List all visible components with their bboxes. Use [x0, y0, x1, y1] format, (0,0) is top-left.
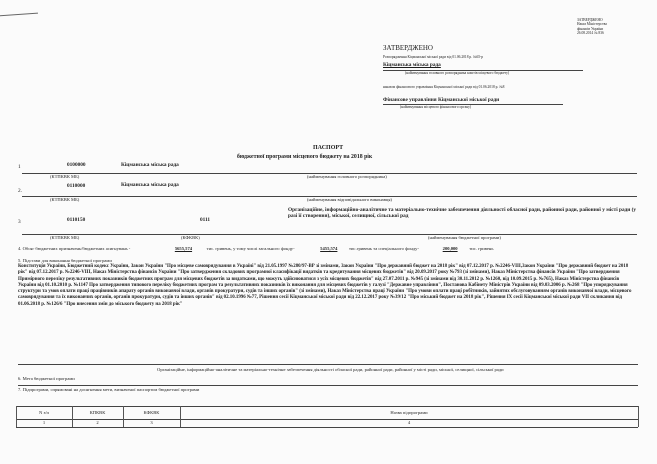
volume-mid2: тис.гривень та спеціального фонду-: [348, 246, 419, 251]
volume-line: [18, 246, 493, 252]
approval-org-name: Кіцманська міська рада: [383, 62, 441, 68]
row-2-code: 0110000: [67, 183, 86, 189]
approval-order-line-2: наказом фінансового управління Кіцманської міської ради від 01.06.2018 р. №8: [383, 85, 505, 89]
approval-stamp-line: Наказ Міністерства: [577, 22, 607, 27]
goal-bottom-line: [18, 385, 638, 386]
table-header-cell: КПКВК: [89, 410, 106, 415]
decorative-stroke: [0, 13, 38, 17]
table-header-cell: Назва підпрограми: [390, 410, 428, 415]
table-number-cell: 2: [96, 420, 99, 425]
row-3-fkvk-caption: (КФКВК): [181, 235, 200, 240]
row-3-line: [22, 234, 637, 235]
row-1-name-caption: (найменування головного розпорядника): [307, 174, 387, 179]
passport-title: ПАСПОРТ: [313, 145, 344, 151]
table-border: [16, 406, 638, 407]
row-3-name: Організаційне, інформаційно-аналітичне та матеріально-технічне забезпечення діяльності обласної ради, районної ради, районної у місті ради (у разі її створення), міської, селищної, сільської рад: [288, 207, 637, 220]
table-border: [16, 427, 638, 428]
approval-stamp-line: 26.08.2014 № 836: [577, 31, 604, 36]
approval-org-caption: (найменування головного розпорядника коштів місцевого бюджету): [405, 71, 510, 75]
table-number-cell: 3: [150, 420, 153, 425]
row-3-number: 3: [18, 219, 21, 225]
row-2-name: Кіцманська міська рада: [121, 182, 179, 188]
row-1-code-caption: (КТПКВК МБ): [50, 174, 80, 179]
approval-order-line: Розпорядження Кіцманської міської ради від 01.06.2018 р. №65-р: [383, 55, 484, 59]
volume-total: 5655,574: [174, 246, 193, 251]
table-header-cell: КФКВК: [143, 410, 160, 415]
table-number-cell: 4: [407, 420, 411, 425]
financial-department-caption: (найменування місцевого фінансового органу): [400, 105, 472, 109]
volume-prefix: 4. Обсяг бюджетних призначень/бюджетних асигнувань -: [18, 246, 131, 251]
subprograms-heading: 7. Підпрограми, спрямовані на досягнення мети, визначеної паспортом бюджетної програми: [18, 387, 200, 392]
goal-text: Організаційне, інформаційно-аналітичне та матеріально-технічне забезпечення діяльності обласної ради, районної ради, районної у місті ради, міської, селищної, сільської ради: [157, 367, 504, 372]
basis-text: Конституція України, Бюджетний кодекс України, Закон України "Про місцеве самоврядування в Україні" від 21.05.1997 №280/97-ВР зі змінами, Закон України "Про державний бюджет на 2018 рік" від 07.12.2017 р. №2246-VIII,Закон України "Про державний бюджет на 2018 рік" від 07.12.2017 р. №2246-VIII, Наказ Міністерства фінансів України "Про затвердження складових програмної класифікації видатків та кредитування місцевих бюджетів" від 20.09.2017 року №793 (зі змінами), Наказ Міністерства фінансів України "Про затвердження Примірного переліку результативних показників бюджетних програм для місцевих бюджетів за видатками, що можуть здійснюватися з усіх місцевих бюджетів" від 27.07.2011 р. №945 (зі змінами від 30.11.2012 р. №1260, від 10.09.2015 р. №765), Наказ Міністерства фінансів України від 01.10.2010 р. №1147 Про затвердження типового переліку бюджетних програм та результативних показників їх виконання для місцевих бюджетів у галузі "Державне управління", Постанова Кабінету Міністрів України від 09.03.2006 р. №268 "Про упорядкування структури та умов оплати праці працівників апарату органів виконавчої влади, органів прокуратури, судів та інших органів" (зі змінами), Наказ Міністерства праці України "Про умови оплати праці робітників, зайнятих обслуговуванням органів виконавчої влади, місцевого самоврядування та їх виконавчих органів, органів прокуратури, судів та інших органів" від 02.10.1996 №77, Рішення сесії Кіцманської міської ради від 22.12.2017 року №39/12 "Про міський бюджет на 2018 рік", Рішення IX сесії Кіцманської міської ради VII скликання від 01.06.2018 р. №126/6 "Про внесення змін до міського бюджету на 2018 рік": [18, 264, 632, 307]
goal-label: 6. Мета бюджетної програми: [18, 376, 75, 381]
table-border: [638, 406, 639, 427]
table-number-cell: 1: [42, 420, 46, 425]
approval-stamp-line: ЗАТВЕРДЖЕНО: [577, 18, 603, 22]
table-header-cell: N з/п: [38, 410, 49, 415]
approval-stamp-line: фінансів України: [577, 26, 604, 31]
passport-subtitle: бюджетної програми місцевого бюджету на 2018 рік: [237, 154, 373, 160]
row-3-code: 0110150: [67, 217, 86, 223]
row-3-fkvk: 0111: [200, 217, 211, 223]
row-1-name: Кіцманська міська рада: [121, 162, 179, 168]
row-2-number: 2.: [18, 188, 22, 194]
volume-mid1: тис. гривень, у тому числі загального фонду-: [206, 246, 295, 251]
volume-special: 200,000: [442, 246, 458, 251]
row-1-number: 1: [18, 164, 21, 170]
goal-top-line: [18, 364, 638, 365]
volume-general: 5455,574: [320, 246, 338, 251]
row-3-name-caption: (найменування бюджетної програми): [428, 235, 501, 240]
approval-stamp-small: [577, 18, 607, 36]
volume-suffix: тис. гривень: [469, 246, 494, 251]
basis-heading: 5. Підстави для виконання бюджетної програми: [18, 258, 112, 263]
row-2-name-caption: (найменування відповідального виконавця): [307, 197, 392, 202]
row-1-code: 0100000: [67, 162, 86, 168]
row-3-code-caption: (КТПКВК МБ): [50, 235, 80, 240]
financial-department-name: Фінансове управління Кіцманської міської ради: [383, 97, 500, 103]
row-2-code-caption: (КТПКВК МБ): [50, 197, 80, 202]
approval-title: ЗАТВЕРДЖЕНО: [383, 44, 433, 52]
